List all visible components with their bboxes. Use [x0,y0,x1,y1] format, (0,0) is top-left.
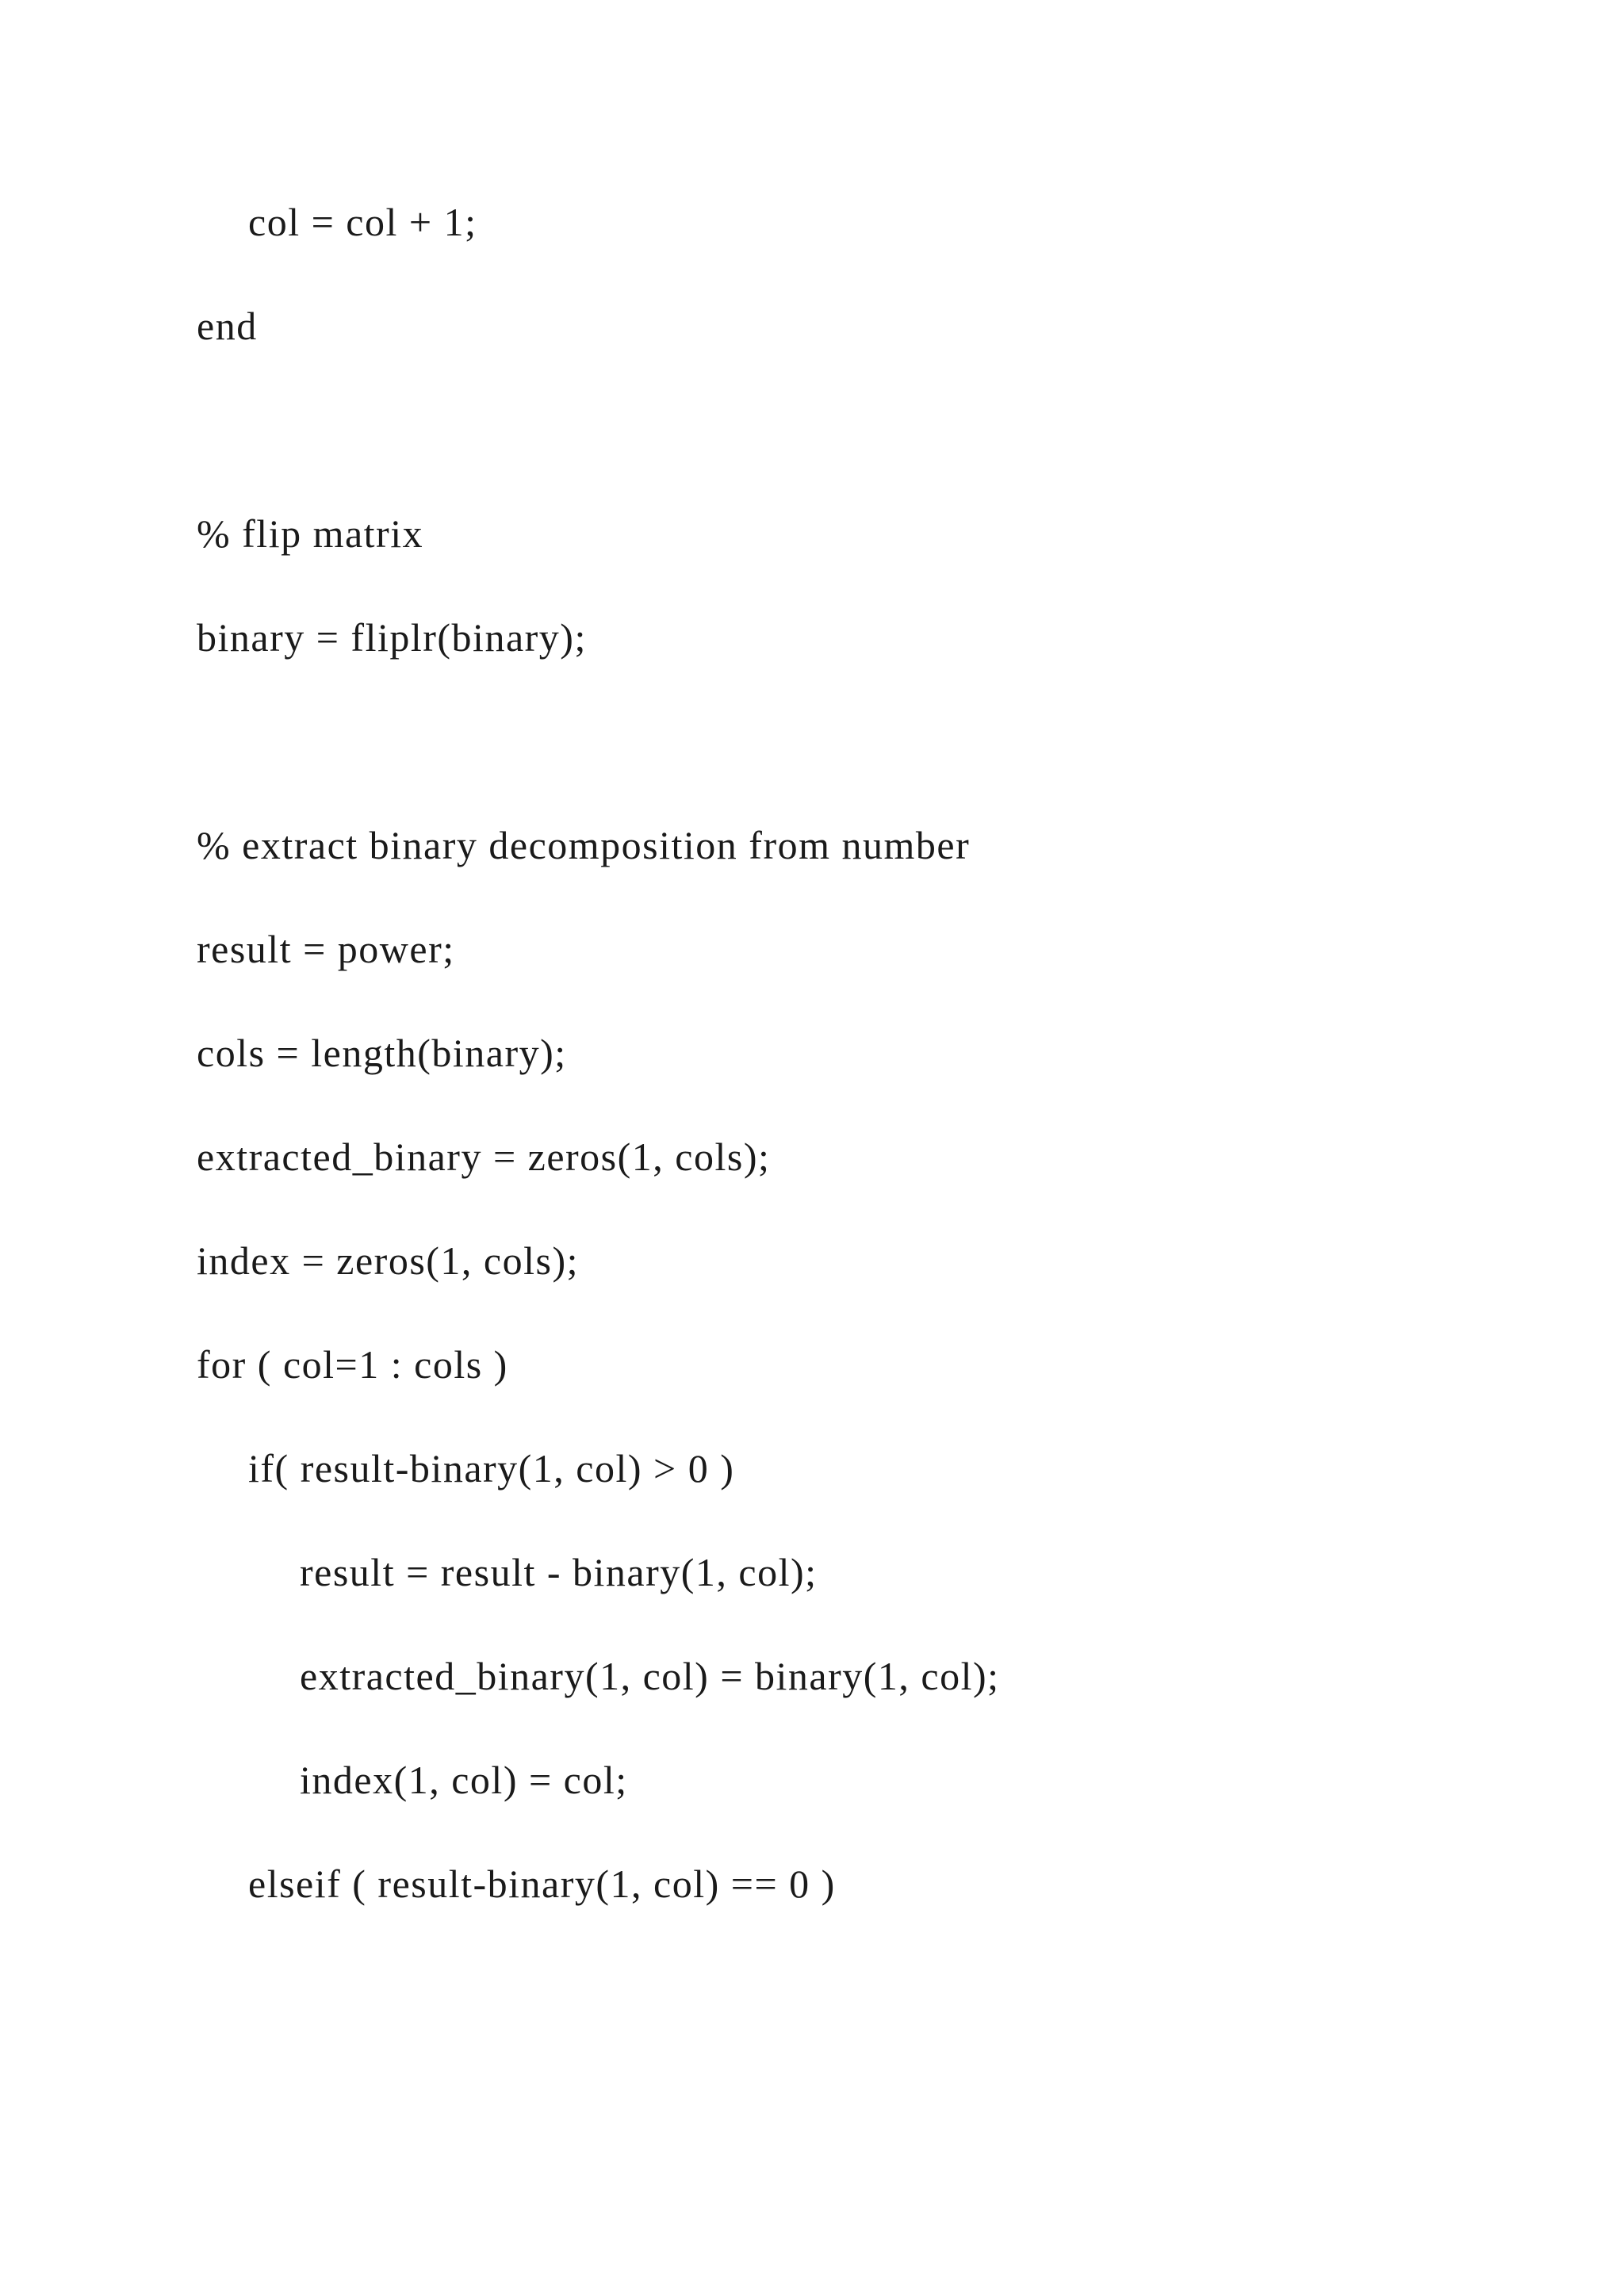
code-line: if( result-binary(1, col) > 0 ) [248,1446,735,1490]
code-line: elseif ( result-binary(1, col) == 0 ) [248,1862,836,1906]
code-line: extracted_binary = zeros(1, cols); [197,1135,771,1179]
code-line: result = result - binary(1, col); [300,1550,818,1594]
code-line: col = col + 1; [248,200,477,244]
code-line: cols = length(binary); [197,1031,567,1075]
code-line: index(1, col) = col; [300,1758,628,1802]
code-line: extracted_binary(1, col) = binary(1, col); [300,1654,1000,1698]
code-line: binary = fliplr(binary); [197,615,587,660]
code-line: index = zeros(1, cols); [197,1238,580,1283]
code-comment: % extract binary decomposition from number [197,823,971,867]
code-comment: % flip matrix [197,511,424,556]
code-line: result = power; [197,927,455,971]
code-line: end [197,304,258,348]
code-line: for ( col=1 : cols ) [197,1342,508,1387]
